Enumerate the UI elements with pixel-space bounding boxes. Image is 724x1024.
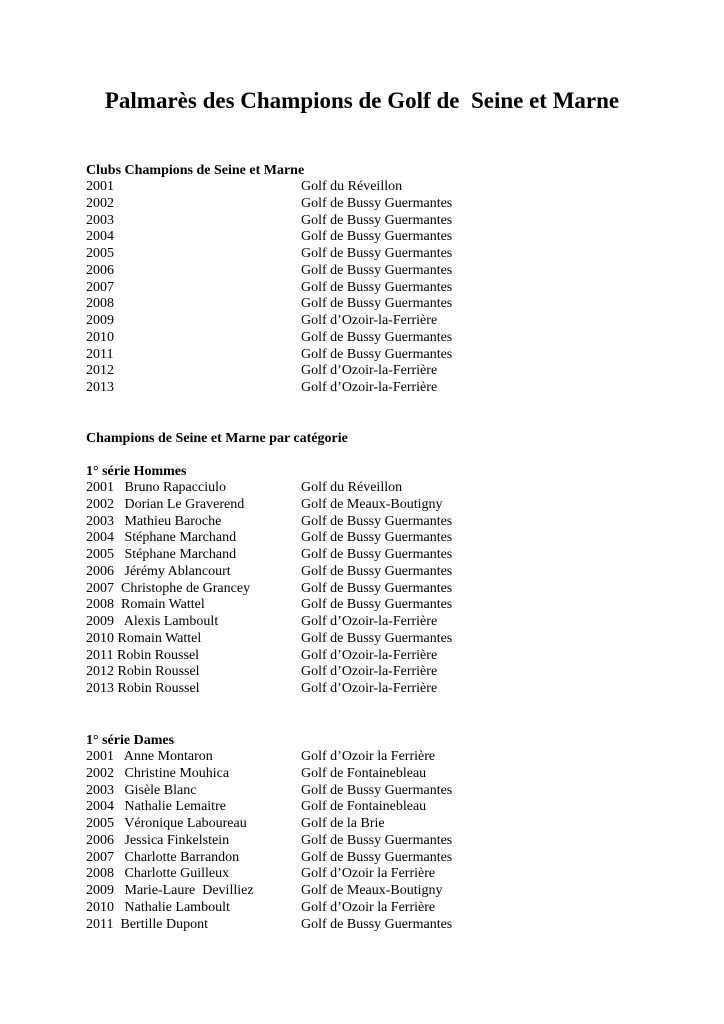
club-cell: Golf de la Brie [301,816,385,831]
champion-cell: 2009 Alexis Lamboult [86,614,219,629]
hommes-section [86,463,686,698]
champion-cell: 2011 Bertille Dupont [86,916,208,932]
list-item [86,850,686,867]
club-cell: Golf d’Ozoir-la-Ferrière [301,614,438,629]
hommes-heading: 1° série Hommes [86,464,187,479]
year-cell: 2005 [86,246,114,261]
champion-cell: 2004 Stéphane Marchand [86,530,237,546]
list-item [86,564,686,581]
list-item [86,547,686,564]
list-item [86,581,686,598]
club-cell: Golf de Meaux-Boutigny [301,883,443,898]
champion-cell: 2012 Robin Roussel [86,664,200,680]
champion-cell: 2006 Jessica Finkelstein [86,832,230,848]
list-item [86,213,686,230]
year-cell: 2002 [86,195,114,211]
year-cell: 2004 [86,229,114,245]
champion-cell: 2008 Charlotte Guilleux [86,866,230,882]
list-item [86,664,686,681]
club-cell: Golf de Bussy Guermantes [301,346,453,362]
club-cell: Golf de Bussy Guermantes [301,563,453,579]
list-item [86,783,686,800]
club-cell: Golf de Bussy Guermantes [301,547,453,562]
list-item [86,313,686,330]
list-item [86,246,686,263]
club-cell: Golf de Bussy Guermantes [301,329,453,345]
club-cell: Golf de Bussy Guermantes [301,916,453,932]
club-cell: Golf d’Ozoir-la-Ferrière [301,647,438,663]
champion-cell: 2003 Mathieu Baroche [86,513,222,529]
club-cell: Golf de Bussy Guermantes [301,229,453,245]
club-cell: Golf d’Ozoir-la-Ferrière [301,664,438,680]
list-item [86,229,686,246]
year-cell: 2013 [86,380,114,395]
champion-cell: 2001 Anne Montaron [86,749,213,764]
club-cell: Golf de Bussy Guermantes [301,580,453,596]
year-cell: 2008 [86,296,114,312]
champion-cell: 2010 Nathalie Lamboult [86,899,230,915]
club-cell: Golf de Meaux-Boutigny [301,496,443,512]
dames-heading: 1° série Dames [86,733,175,748]
list-item [86,347,686,364]
club-cell: Golf de Bussy Guermantes [301,849,453,865]
list-item [86,380,686,397]
dames-section [86,732,686,933]
champion-cell: 2002 Dorian Le Graverend [86,496,245,512]
champion-cell: 2007 Charlotte Barrandon [86,849,240,865]
champion-cell: 2009 Marie-Laure Devilliez [86,883,254,898]
list-item [86,480,686,497]
clubs-list [86,179,686,397]
list-item [86,799,686,816]
categories-section [86,430,686,447]
club-cell: Golf de Bussy Guermantes [301,296,453,312]
list-item [86,179,686,196]
list-item [86,296,686,313]
list-item [86,363,686,380]
club-cell: Golf d’Ozoir-la-Ferrière [301,380,438,395]
club-cell: Golf de Bussy Guermantes [301,513,453,529]
clubs-heading: Clubs Champions de Seine et Marne [86,163,305,178]
dames-list [86,749,686,933]
year-cell: 2003 [86,212,114,228]
list-item [86,631,686,648]
club-cell: Golf de Bussy Guermantes [301,246,453,261]
list-item [86,917,686,934]
champion-cell: 2001 Bruno Rapacciulo [86,480,226,495]
champion-cell: 2011 Robin Roussel [86,647,200,663]
club-cell: Golf du Réveillon [301,179,403,194]
club-cell: Golf de Bussy Guermantes [301,832,453,848]
club-cell: Golf de Fontainebleau [301,799,427,815]
list-item [86,263,686,280]
categories-heading: Champions de Seine et Marne par catégorie [86,431,348,446]
list-item [86,597,686,614]
list-item [86,514,686,531]
page-title: Palmarès des Champions de Golf de Seine et Marne [104,88,620,113]
list-item [86,648,686,665]
club-cell: Golf d’Ozoir la Ferrière [301,749,436,764]
champion-cell: 2002 Christine Mouhica [86,765,230,781]
club-cell: Golf de Bussy Guermantes [301,597,453,613]
club-cell: Golf de Bussy Guermantes [301,279,453,295]
champion-cell: 2005 Stéphane Marchand [86,547,237,562]
list-item [86,280,686,297]
hommes-list [86,480,686,698]
list-item [86,614,686,631]
year-cell: 2007 [86,279,114,295]
clubs-section [86,162,686,397]
club-cell: Golf de Bussy Guermantes [301,195,453,211]
club-cell: Golf d’Ozoir-la-Ferrière [301,681,438,696]
list-item [86,749,686,766]
club-cell: Golf d’Ozoir-la-Ferrière [301,313,438,328]
champion-cell: 2005 Véronique Laboureau [86,816,247,831]
club-cell: Golf de Bussy Guermantes [301,212,453,228]
list-item [86,866,686,883]
list-item [86,766,686,783]
list-item [86,196,686,213]
list-item [86,900,686,917]
champion-cell: 2010 Romain Wattel [86,630,202,646]
champion-cell: 2013 Robin Roussel [86,681,200,696]
year-cell: 2006 [86,262,114,278]
list-item [86,681,686,698]
club-cell: Golf d’Ozoir-la-Ferrière [301,363,438,379]
club-cell: Golf de Bussy Guermantes [301,630,453,646]
year-cell: 2010 [86,329,114,345]
club-cell: Golf de Fontainebleau [301,765,427,781]
champion-cell: 2003 Gisèle Blanc [86,782,197,798]
champion-cell: 2008 Romain Wattel [86,597,205,613]
club-cell: Golf du Réveillon [301,480,403,495]
list-item [86,816,686,833]
champion-cell: 2004 Nathalie Lemaitre [86,799,226,815]
list-item [86,530,686,547]
year-cell: 2009 [86,313,114,328]
club-cell: Golf de Bussy Guermantes [301,262,453,278]
club-cell: Golf d’Ozoir la Ferrière [301,899,436,915]
club-cell: Golf de Bussy Guermantes [301,530,453,546]
list-item [86,883,686,900]
champion-cell: 2007 Christophe de Grancey [86,580,251,596]
club-cell: Golf de Bussy Guermantes [301,782,453,798]
list-item [86,497,686,514]
champion-cell: 2006 Jérémy Ablancourt [86,563,231,579]
year-cell: 2011 [86,346,114,362]
club-cell: Golf d’Ozoir la Ferrière [301,866,436,882]
list-item [86,330,686,347]
list-item [86,833,686,850]
year-cell: 2001 [86,179,114,194]
year-cell: 2012 [86,363,114,379]
